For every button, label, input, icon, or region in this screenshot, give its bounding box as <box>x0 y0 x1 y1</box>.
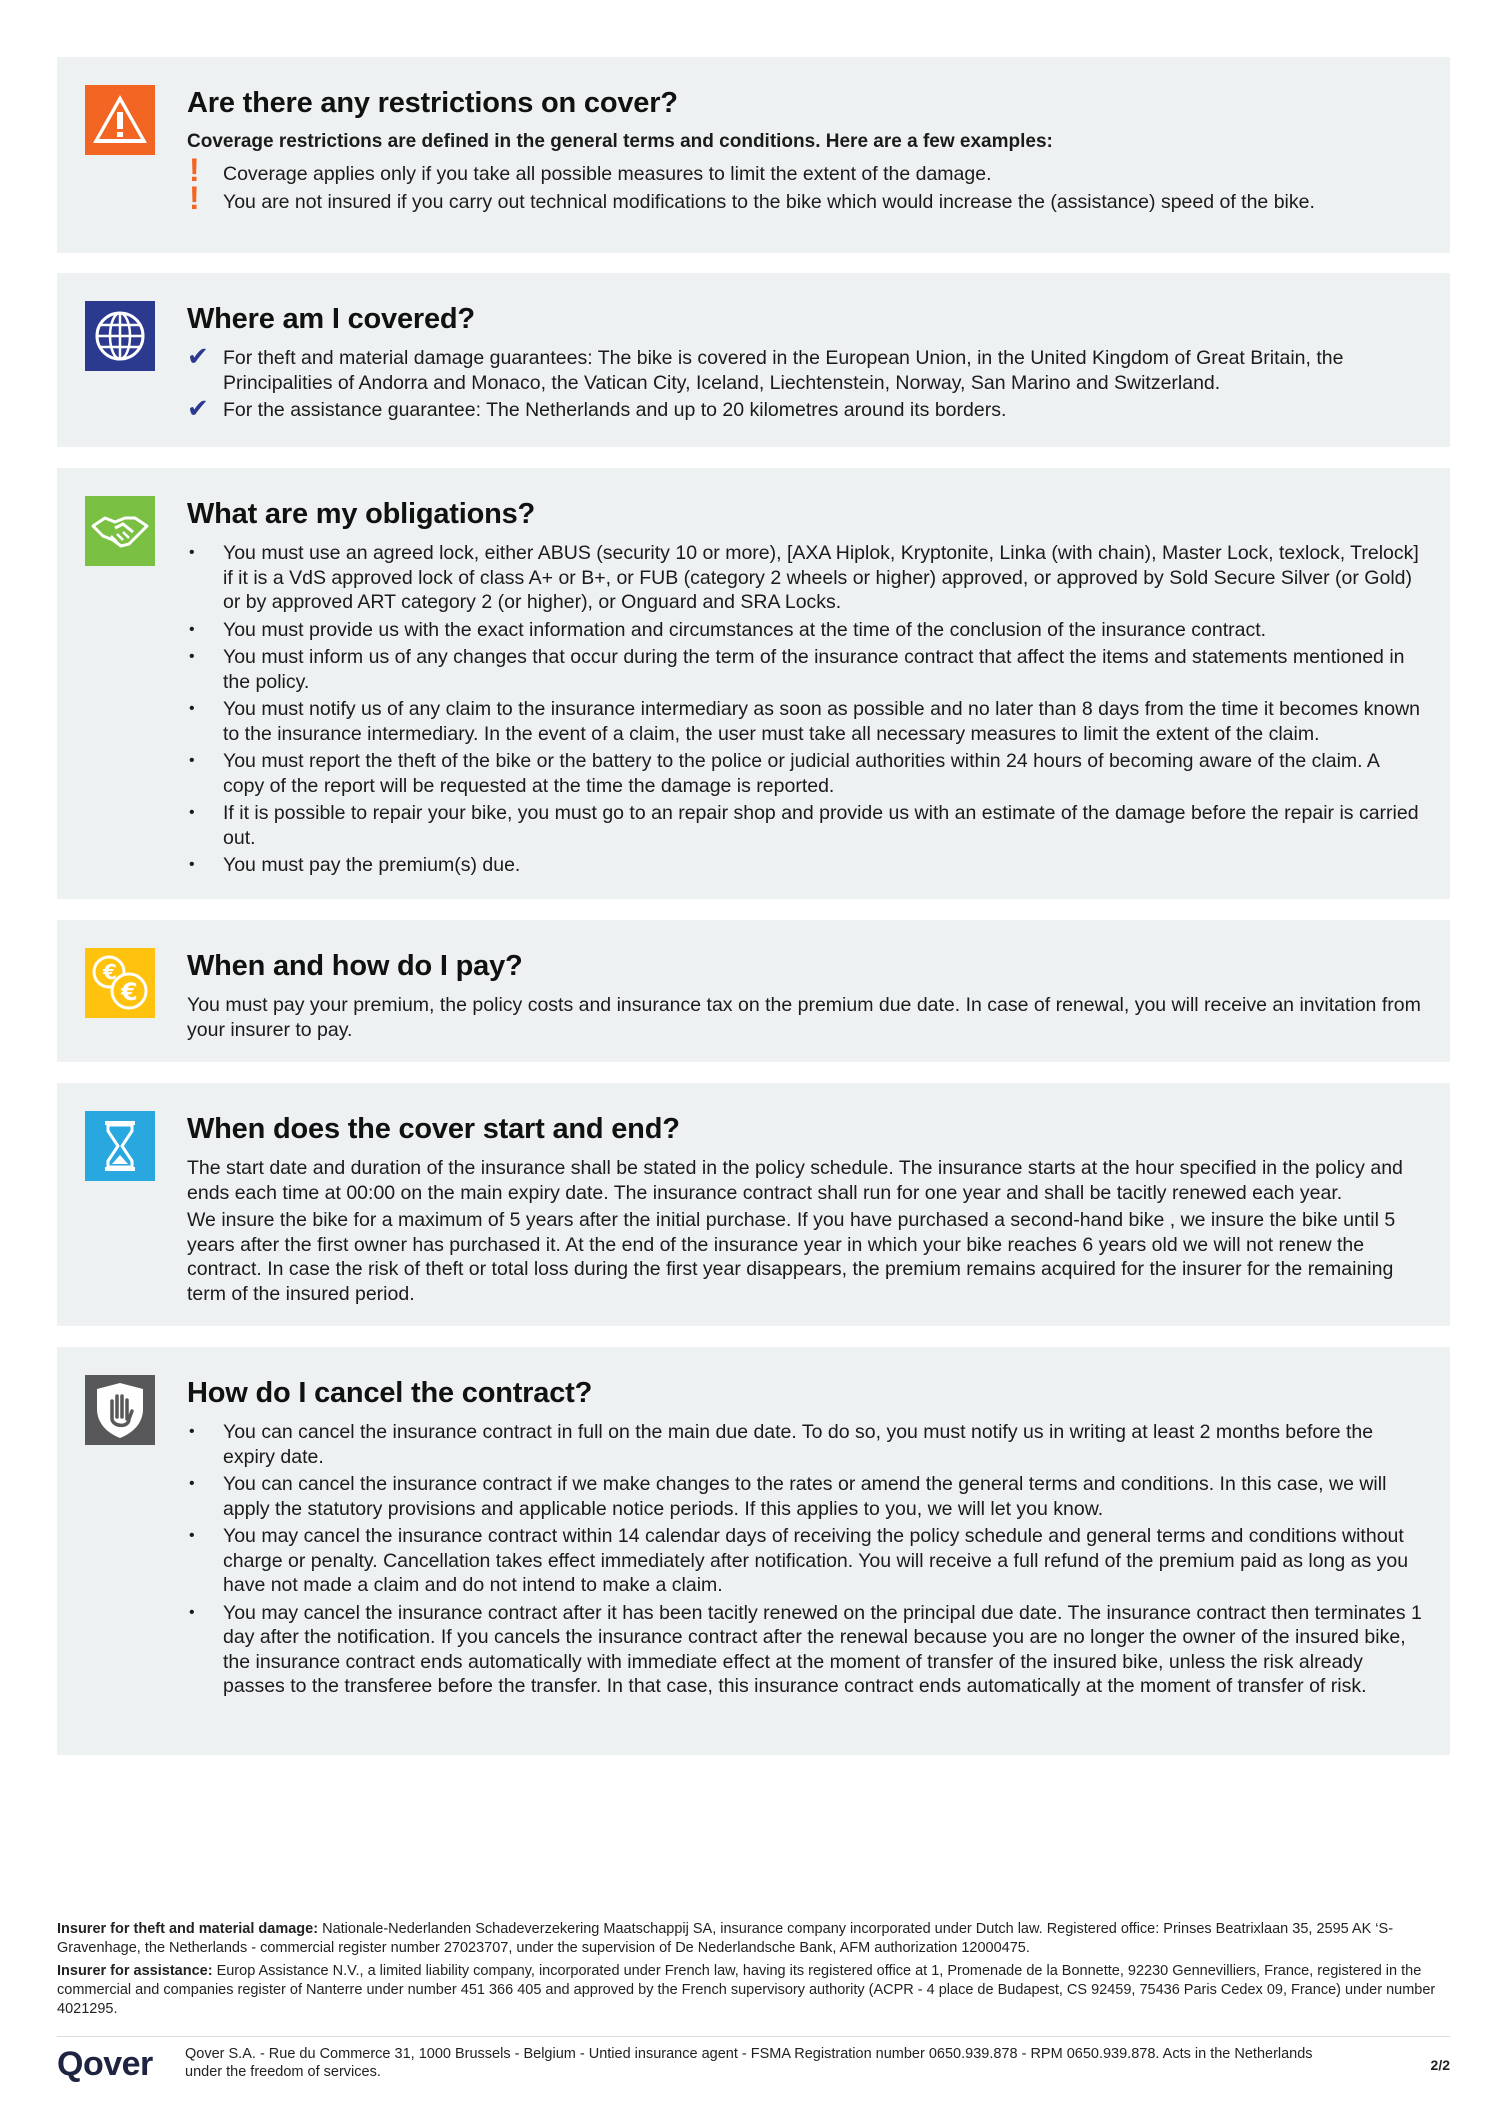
stop-hand-shield-icon <box>85 1375 155 1445</box>
payment-title: When and how do I pay? <box>187 950 523 982</box>
list-item: • You may cancel the insurance contract within 14 calendar days of receiving the policy schedule and general terms and conditions without charge or penalty. Cancellation takes effect immediately after notification. You will receive a full refund of the premium paid as long as you have not made a claim and do not intend to make a claim. <box>189 1525 1409 1596</box>
obligations-section <box>57 468 1450 899</box>
list-item: • You may cancel the insurance contract after it has been tacitly renewed on the principal due date. The insurance contract then terminates 1 day after the notification. If you cancels the insurance contract after the renewal because you are no longer the owner of the insured bike, the insurance contract ends automatically with immediate effect at the moment of transfer of the insured bike, unless the risk already passes to the transferee before the transfer. In that case, this insurance contract ends automatically at the moment of transfer of risk. <box>189 1601 1422 1697</box>
where-covered-title: Where am I covered? <box>187 303 475 335</box>
cover-period-text-1: The start date and duration of the insurance shall be stated in the policy schedule. The insurance starts at the hour specified in the policy and ends each time at 00:00 on the main expiry date. The insurance contract shall run for one year and shall be tacitly renewed each year. <box>187 1157 1403 1204</box>
restrictions-list <box>187 152 1422 216</box>
exclamation-icon: ! <box>189 152 200 188</box>
check-icon: ✔ <box>187 393 209 423</box>
svg-text:€: € <box>103 960 117 984</box>
obligations-list <box>187 541 1422 878</box>
euro-coins-icon <box>85 948 155 1018</box>
insurer-theft-note: Insurer for theft and material damage: Nationale-Nederlanden Schadeverzekering Maatschappij SA, insurance company incorporated under Dutch law. Registered office: Prinses Beatrixlaan 35, 2595 AK ‘S-Gravenhage, the Netherlands - commercial register number 27023707, under the supervision of De Nederlandsche Bank, AFM authorization 12000475. <box>57 1921 1394 1956</box>
list-item: • You must report the theft of the bike or the battery to the police or judicial authorities within 24 hours of becoming aware of the claim. A copy of the report will be requested at the time the damage is reported. <box>189 750 1379 797</box>
list-item: • You must pay the premium(s) due. <box>189 854 521 876</box>
cancellation-title: How do I cancel the contract? <box>187 1377 593 1409</box>
legal-notice: Qover S.A. - Rue du Commerce 31, 1000 Brussels - Belgium - Untied insurance agent - FSMA Registration number 0650.939.878 - RPM 0650.939.878. Acts in the Netherlands under the freedom of services. <box>185 2046 1313 2080</box>
cover-period-title: When does the cover start and end? <box>187 1113 680 1145</box>
list-item: ! You are not insured if you carry out technical modifications to the bike which would increase the (assistance) speed of the bike. <box>189 179 1315 216</box>
list-item: • If it is possible to repair your bike, you must go to an repair shop and provide us with an estimate of the damage before the repair is carried out. <box>189 802 1419 849</box>
cancellation-section <box>57 1347 1450 1755</box>
list-item: • You can cancel the insurance contract in full on the main due date. To do so, you must notify us in writing at least 2 months before the expiry date. <box>189 1421 1374 1468</box>
payment-section <box>57 920 1450 1062</box>
insurer-assistance-note: Insurer for assistance: Europ Assistance N.V., a limited liability company, incorporated under French law, having its registered office at 1, Promenade de la Bonnette, 92230 Gennevilliers, France, registered in the commercial and companies register of Nanterre under number 451 366 405 and approved by the French supervisory authority (ACPR - 4 place de Budapest, CS 92459, 75436 Paris Cedex 09, France) under number 4021295. <box>57 1963 1436 2017</box>
list-item: • You must provide us with the exact information and circumstances at the time of the conclusion of the insurance contract. <box>189 618 1267 641</box>
warning-icon <box>85 85 155 155</box>
cover-period-section <box>57 1083 1450 1326</box>
cover-period-text-2: We insure the bike for a maximum of 5 years after the initial purchase. If you have purchased a second-hand bike , we insure the bike until 5 years after the first owner has purchased it. At the end of the insurance year in which your bike reaches 6 years old we will not renew the contract. In case the risk of theft or total loss during the first year disappears, the premium remains acquired for the insurer for the remaining term of the insured period. <box>187 1209 1396 1305</box>
where-covered-section <box>57 273 1450 447</box>
list-item: • You must notify us of any claim to the insurance intermediary as soon as possible and no later than 8 days from the time it becomes known to the insurance intermediary. In the event of a claim, the user must take all necessary measures to limit the extent of the claim. <box>189 698 1420 745</box>
payment-text: You must pay your premium, the policy costs and insurance tax on the premium due date. In case of renewal, you will receive an invitation from your insurer to pay. <box>187 994 1421 1041</box>
svg-text:€: € <box>121 978 138 1006</box>
page-number: 2/2 <box>1430 2057 1450 2073</box>
handshake-icon <box>85 496 155 566</box>
page-footer <box>57 2036 1450 2087</box>
insurer-footnotes <box>57 1920 1450 2023</box>
where-covered-list <box>187 341 1422 423</box>
list-item: • You must use an agreed lock, either ABUS (security 10 or more), [AXA Hiplok, Kryptonite, Linka (with chain), Master Lock, texlock, Trelock] if it is a VdS approved lock of class A+ or B+, or FUB (category 2 wheels or higher) approved, or approved by Sold Secure Silver (or Gold) or by approved ART category 2 (or higher), or Onguard and SRA Locks. <box>189 542 1419 613</box>
restrictions-subtitle: Coverage restrictions are defined in the general terms and conditions. Here are a few examples: <box>187 131 1053 152</box>
restrictions-title: Are there any restrictions on cover? <box>187 87 678 119</box>
list-item: • You can cancel the insurance contract if we make changes to the rates or amend the general terms and conditions. In this case, we will apply the statutory provisions and applicable notice periods. If this applies to you, we will let you know. <box>189 1473 1387 1520</box>
obligations-title: What are my obligations? <box>187 498 536 530</box>
list-item: ✔ For theft and material damage guarantees: The bike is covered in the European Union, in the United Kingdom of Great Britain, the Principalities of Andorra and Monaco, the Vatican City, Iceland, Liechtenstein, Norway, San Marino and Switzerland. <box>187 341 1344 394</box>
hourglass-icon <box>85 1111 155 1181</box>
cancellation-list <box>187 1420 1422 1699</box>
list-item: ! Coverage applies only if you take all possible measures to limit the extent of the damage. <box>189 152 992 188</box>
restrictions-section <box>57 57 1450 253</box>
check-icon: ✔ <box>187 341 209 371</box>
list-item: • You must inform us of any changes that occur during the term of the insurance contract that affect the items and statements mentioned in the policy. <box>189 646 1405 693</box>
list-item: ✔ For the assistance guarantee: The Netherlands and up to 20 kilometres around its borders. <box>187 393 1007 423</box>
globe-icon <box>85 301 155 371</box>
exclamation-icon: ! <box>189 179 200 216</box>
qover-logo: Qover <box>57 2045 153 2083</box>
